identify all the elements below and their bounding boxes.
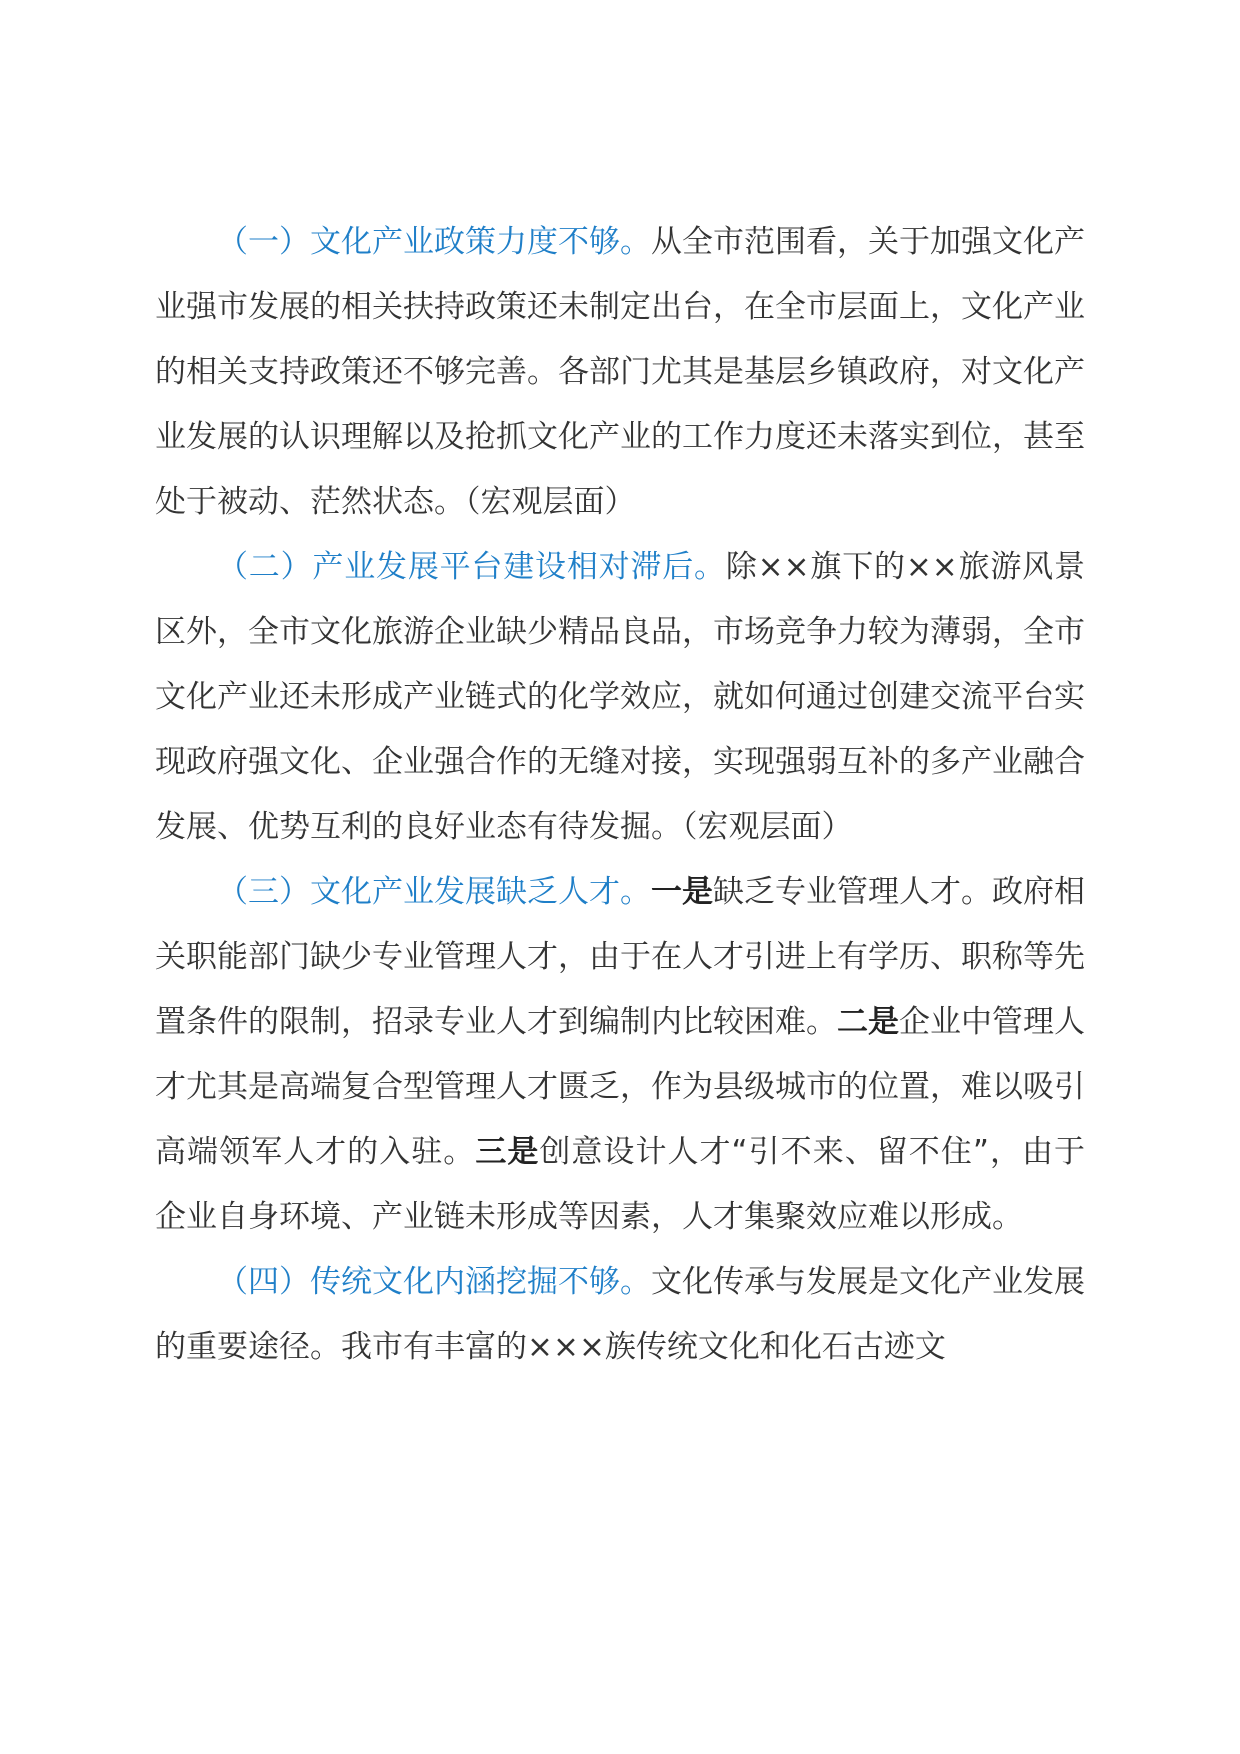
point-lead-2: 二是 — [837, 1004, 899, 1040]
section-heading-1: （一）文化产业政策力度不够。 — [217, 224, 651, 260]
section-heading-4: （四）传统文化内涵挖掘不够。 — [217, 1264, 651, 1300]
document-body — [155, 210, 1085, 1380]
point-text-3: 创意设计人才“引不来、留不住”，由于企业自身环境、产业链未形成等因素，人才集聚效应难以形成。 — [155, 1134, 1086, 1235]
point-lead-1: 一是 — [651, 874, 713, 910]
point-lead-3: 三是 — [475, 1134, 540, 1170]
paragraph-2 — [155, 535, 1085, 860]
paragraph-4 — [155, 1250, 1085, 1380]
section-heading-2: （二）产业发展平台建设相对滞后。 — [217, 549, 726, 585]
paragraph-1-text: 从全市范围看，关于加强文化产业强市发展的相关扶持政策还未制定出台，在全市层面上，文化产业的相关支持政策还不够完善。各部门尤其是基层乡镇政府，对文化产业发展的认识理解以及抢抓文化产业的工作力度还未落实到位，甚至处于被动、茫然状态。（宏观层面） — [155, 224, 1085, 520]
paragraph-4-text: 文化传承与发展是文化产业发展的重要途径。我市有丰富的×××族传统文化和化石古迹文 — [155, 1264, 1085, 1365]
section-heading-3: （三）文化产业发展缺乏人才。 — [217, 874, 651, 910]
point-text-2: 企业中管理人才尤其是高端复合型管理人才匮乏，作为县级城市的位置，难以吸引高端领军人才的入驻。 — [155, 1004, 1085, 1170]
point-text-1: 缺乏专业管理人才。政府相关职能部门缺少专业管理人才，由于在人才引进上有学历、职称等先置条件的限制，招录专业人才到编制内比较困难。 — [155, 874, 1085, 1040]
paragraph-3 — [155, 860, 1085, 1250]
paragraph-2-text: 除××旗下的××旅游风景区外，全市文化旅游企业缺少精品良品，市场竞争力较为薄弱，全市文化产业还未形成产业链式的化学效应，就如何通过创建交流平台实现政府强文化、企业强合作的无缝对接，实现强弱互补的多产业融合发展、优势互利的良好业态有待发掘。（宏观层面） — [155, 549, 1085, 845]
paragraph-1 — [155, 210, 1085, 535]
